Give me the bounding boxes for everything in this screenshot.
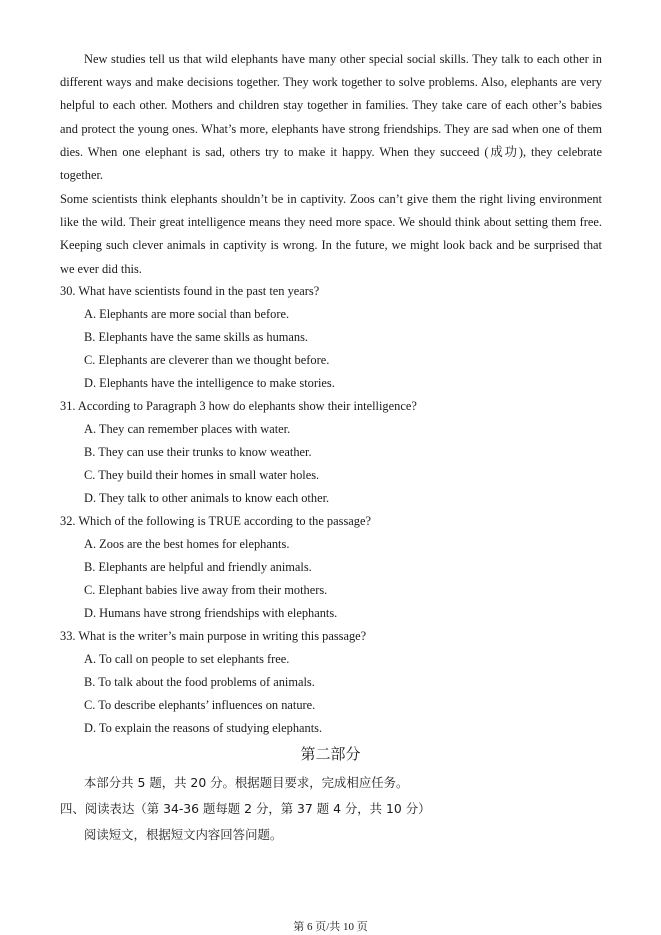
question-33-stem: 33. What is the writer’s main purpose in writing this passage? bbox=[60, 629, 367, 643]
question-30-stem: 30. What have scientists found in the past ten years? bbox=[60, 284, 320, 298]
passage-paragraph-1: New studies tell us that wild elephants have many other special social skills. They talk to each other in different ways and make decisions together. They work together to solve problems. Also, elephants are very helpful to each other. Mothers and children stay together in families. They take care of each other’s babies and protect the young ones. What’s more, elephants have strong friendships. They are sad when one of them dies. When one elephant is sad, others try to make it happy. When they succeed (成功), they celebrate together. bbox=[60, 52, 602, 183]
question-30-option-b: B. Elephants have the same skills as humans. bbox=[84, 330, 309, 344]
question-31-stem: 31. According to Paragraph 3 how do elephants show their intelligence? bbox=[60, 399, 417, 413]
page-number-footer: 第 6 页/共 10 页 bbox=[293, 921, 368, 933]
question-32-option-d: D. Humans have strong friendships with elephants. bbox=[84, 606, 338, 620]
part-2-intro: 本部分共 5 题，共 20 分。根据题目要求，完成相应任务。 bbox=[84, 775, 409, 790]
question-31-option-d: D. They talk to other animals to know each other. bbox=[84, 491, 330, 505]
question-32-stem: 32. Which of the following is TRUE according to the passage? bbox=[60, 514, 371, 528]
section-4-heading: 四、阅读表达（第 34-36 题每题 2 分，第 37 题 4 分，共 10 分） bbox=[60, 801, 431, 816]
question-32-option-c: C. Elephant babies live away from their mothers. bbox=[84, 583, 328, 597]
question-33-option-a: A. To call on people to set elephants free. bbox=[84, 652, 290, 666]
question-31-option-a: A. They can remember places with water. bbox=[84, 422, 291, 436]
question-30-option-d: D. Elephants have the intelligence to make stories. bbox=[84, 376, 335, 390]
part-2-title: 第二部分 bbox=[300, 745, 361, 763]
question-31-option-b: B. They can use their trunks to know weather. bbox=[84, 445, 312, 459]
passage-paragraph-2: Some scientists think elephants shouldn’t be in captivity. Zoos can’t give them the right living environment like the wild. Their great intelligence means they need more space. We should think about setting them free. Keeping such clever animals in captivity is wrong. In the future, we might look back and be surprised that we ever did this. bbox=[60, 192, 602, 276]
question-31-option-c: C. They build their homes in small water holes. bbox=[84, 468, 320, 482]
question-33-option-b: B. To talk about the food problems of animals. bbox=[84, 675, 315, 689]
question-32-option-a: A. Zoos are the best homes for elephants. bbox=[84, 537, 290, 551]
reading-instruction: 阅读短文，根据短文内容回答问题。 bbox=[84, 827, 283, 842]
question-33-option-c: C. To describe elephants’ influences on nature. bbox=[84, 698, 316, 712]
question-30-option-c: C. Elephants are cleverer than we thought before. bbox=[84, 353, 330, 367]
question-30-option-a: A. Elephants are more social than before. bbox=[84, 307, 290, 321]
question-33-option-d: D. To explain the reasons of studying elephants. bbox=[84, 721, 323, 735]
question-32-option-b: B. Elephants are helpful and friendly animals. bbox=[84, 560, 312, 574]
